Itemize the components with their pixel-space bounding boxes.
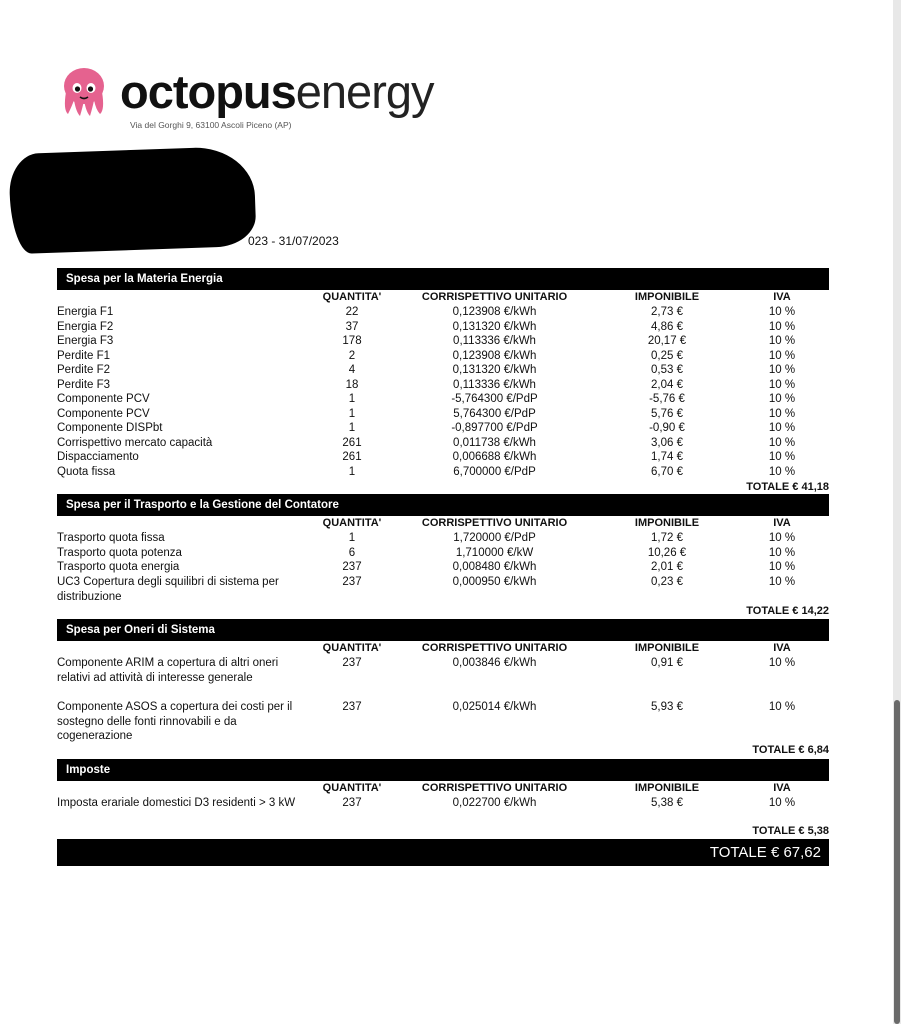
row-quantity: 237 xyxy=(342,561,362,573)
row-quantity: 1 xyxy=(348,466,356,478)
row-taxable: 5,93 € xyxy=(651,701,683,713)
column-headers xyxy=(57,782,829,795)
row-taxable: 10,26 € xyxy=(647,547,687,559)
row-unit-price: 0,131320 €/kWh xyxy=(452,321,537,333)
company-address: Via del Gorghi 9, 63100 Ascoli Piceno (AP) xyxy=(130,120,292,130)
row-unit-price: 0,006688 €/kWh xyxy=(452,451,537,463)
row-unit-price: 6,700000 €/PdP xyxy=(453,466,536,478)
row-taxable: 0,53 € xyxy=(651,364,683,376)
row-vat: 10 % xyxy=(768,797,796,809)
row-taxable: 0,23 € xyxy=(651,576,683,588)
row-description: Energia F1 xyxy=(57,306,114,318)
row-quantity: 1 xyxy=(348,422,356,434)
row-unit-price: 1,710000 €/kW xyxy=(455,547,534,559)
row-description: Componente DISPbt xyxy=(57,422,163,434)
column-vat: IVA xyxy=(773,642,791,654)
row-description: Energia F3 xyxy=(57,335,114,347)
row-unit-price: 0,008480 €/kWh xyxy=(452,561,537,573)
row-vat: 10 % xyxy=(768,451,796,463)
section-header: Spesa per la Materia Energia xyxy=(57,268,829,290)
column-taxable: IMPONIBILE xyxy=(634,517,700,529)
section-total: TOTALE € 14,22 xyxy=(746,605,829,617)
row-unit-price: 5,764300 €/PdP xyxy=(453,408,536,420)
row-quantity: 178 xyxy=(342,335,362,347)
section-total: TOTALE € 6,84 xyxy=(752,744,829,756)
column-headers xyxy=(57,642,829,655)
brand-name-light: energy xyxy=(295,65,434,118)
row-quantity: 261 xyxy=(342,451,362,463)
row-description: Trasporto quota fissa xyxy=(57,532,165,544)
row-taxable: 5,38 € xyxy=(651,797,683,809)
section-total: TOTALE € 5,38 xyxy=(752,825,829,837)
row-vat: 10 % xyxy=(768,547,796,559)
row-description: Trasporto quota energia xyxy=(57,561,180,573)
row-quantity: 18 xyxy=(345,379,359,391)
column-unit-price: CORRISPETTIVO UNITARIO xyxy=(421,291,568,303)
row-taxable: 5,76 € xyxy=(651,408,683,420)
row-vat: 10 % xyxy=(768,335,796,347)
row-quantity: 261 xyxy=(342,437,362,449)
row-description: UC3 Copertura degli squilibri di sistema per distribuzione xyxy=(57,576,279,603)
row-description: Componente ASOS a copertura dei costi per il sostegno delle fonti rinnovabili e da cogenerazione xyxy=(57,701,293,742)
row-vat: 10 % xyxy=(768,321,796,333)
column-headers xyxy=(57,517,829,530)
row-taxable: 1,72 € xyxy=(651,532,683,544)
row-quantity: 37 xyxy=(345,321,359,333)
row-unit-price: 0,113336 €/kWh xyxy=(453,379,536,391)
brand-name xyxy=(120,64,434,120)
row-vat: 10 % xyxy=(768,306,796,318)
column-quantity: QUANTITA' xyxy=(322,291,382,303)
row-quantity: 4 xyxy=(348,364,356,376)
row-description: Energia F2 xyxy=(57,321,114,333)
section-header: Spesa per il Trasporto e la Gestione del Contatore xyxy=(57,494,829,516)
row-unit-price: 0,123908 €/kWh xyxy=(452,306,537,318)
grand-total: TOTALE € 67,62 xyxy=(57,839,829,866)
row-vat: 10 % xyxy=(768,379,796,391)
column-taxable: IMPONIBILE xyxy=(634,291,700,303)
brand-logo xyxy=(58,62,458,132)
row-unit-price: -0,897700 €/PdP xyxy=(451,422,538,434)
row-quantity: 1 xyxy=(348,532,356,544)
column-taxable: IMPONIBILE xyxy=(634,782,700,794)
row-quantity: 237 xyxy=(342,797,362,809)
row-vat: 10 % xyxy=(768,561,796,573)
row-vat: 10 % xyxy=(768,532,796,544)
row-taxable: 6,70 € xyxy=(651,466,683,478)
section-header: Imposte xyxy=(57,759,829,781)
column-unit-price: CORRISPETTIVO UNITARIO xyxy=(421,642,568,654)
row-unit-price: 0,113336 €/kWh xyxy=(453,335,536,347)
row-unit-price: 0,000950 €/kWh xyxy=(452,576,537,588)
column-unit-price: CORRISPETTIVO UNITARIO xyxy=(421,517,568,529)
row-unit-price: 0,011738 €/kWh xyxy=(453,437,536,449)
row-quantity: 237 xyxy=(342,576,362,588)
row-taxable: -5,76 € xyxy=(649,393,685,405)
column-vat: IVA xyxy=(773,291,791,303)
row-taxable: 2,73 € xyxy=(651,306,683,318)
section-total: TOTALE € 41,18 xyxy=(746,481,829,493)
row-unit-price: 0,022700 €/kWh xyxy=(452,797,537,809)
column-quantity: QUANTITA' xyxy=(322,642,382,654)
row-taxable: 1,74 € xyxy=(651,451,683,463)
row-vat: 10 % xyxy=(768,657,796,669)
row-quantity: 1 xyxy=(348,408,356,420)
row-taxable: 20,17 € xyxy=(647,335,687,347)
row-description: Perdite F3 xyxy=(57,379,111,391)
section-header: Spesa per Oneri di Sistema xyxy=(57,619,829,641)
billing-period: 023 - 31/07/2023 xyxy=(248,234,339,248)
row-taxable: 2,01 € xyxy=(651,561,683,573)
brand-name-bold: octopus xyxy=(120,65,296,118)
row-taxable: 2,04 € xyxy=(651,379,683,391)
row-taxable: 4,86 € xyxy=(651,321,683,333)
column-unit-price: CORRISPETTIVO UNITARIO xyxy=(421,782,568,794)
row-quantity: 6 xyxy=(348,547,356,559)
row-quantity: 1 xyxy=(348,393,356,405)
column-quantity: QUANTITA' xyxy=(322,782,382,794)
row-description: Quota fissa xyxy=(57,466,116,478)
row-vat: 10 % xyxy=(768,437,796,449)
row-taxable: 0,25 € xyxy=(651,350,683,362)
row-vat: 10 % xyxy=(768,466,796,478)
row-quantity: 237 xyxy=(342,657,362,669)
row-unit-price: 1,720000 €/PdP xyxy=(453,532,536,544)
row-taxable: 0,91 € xyxy=(651,657,683,669)
row-vat: 10 % xyxy=(768,350,796,362)
row-quantity: 22 xyxy=(345,306,359,318)
row-taxable: 3,06 € xyxy=(651,437,683,449)
column-vat: IVA xyxy=(773,782,791,794)
column-vat: IVA xyxy=(773,517,791,529)
scrollbar-thumb[interactable] xyxy=(894,700,900,1024)
row-vat: 10 % xyxy=(768,701,796,713)
row-description: Componente PCV xyxy=(57,393,150,405)
row-unit-price: 0,131320 €/kWh xyxy=(452,364,537,376)
row-taxable: -0,90 € xyxy=(649,422,685,434)
octopus-icon xyxy=(60,66,108,118)
row-vat: 10 % xyxy=(768,408,796,420)
row-description: Perdite F1 xyxy=(57,350,111,362)
row-unit-price: 0,025014 €/kWh xyxy=(452,701,537,713)
row-unit-price: 0,123908 €/kWh xyxy=(452,350,537,362)
row-description: Dispacciamento xyxy=(57,451,139,463)
redaction-mark xyxy=(8,146,256,254)
row-unit-price: 0,003846 €/kWh xyxy=(452,657,537,669)
row-description: Componente ARIM a copertura di altri oneri relativi ad attività di interesse generale xyxy=(57,657,279,684)
column-quantity: QUANTITA' xyxy=(322,517,382,529)
row-quantity: 237 xyxy=(342,701,362,713)
column-taxable: IMPONIBILE xyxy=(634,642,700,654)
row-vat: 10 % xyxy=(768,422,796,434)
row-vat: 10 % xyxy=(768,576,796,588)
row-vat: 10 % xyxy=(768,393,796,405)
row-description: Componente PCV xyxy=(57,408,150,420)
row-description: Corrispettivo mercato capacità xyxy=(57,437,213,449)
row-quantity: 2 xyxy=(348,350,356,362)
row-description: Trasporto quota potenza xyxy=(57,547,182,559)
column-headers xyxy=(57,291,829,304)
row-unit-price: -5,764300 €/PdP xyxy=(451,393,538,405)
row-description: Perdite F2 xyxy=(57,364,111,376)
row-vat: 10 % xyxy=(768,364,796,376)
row-description: Imposta erariale domestici D3 residenti > 3 kW xyxy=(57,797,296,809)
